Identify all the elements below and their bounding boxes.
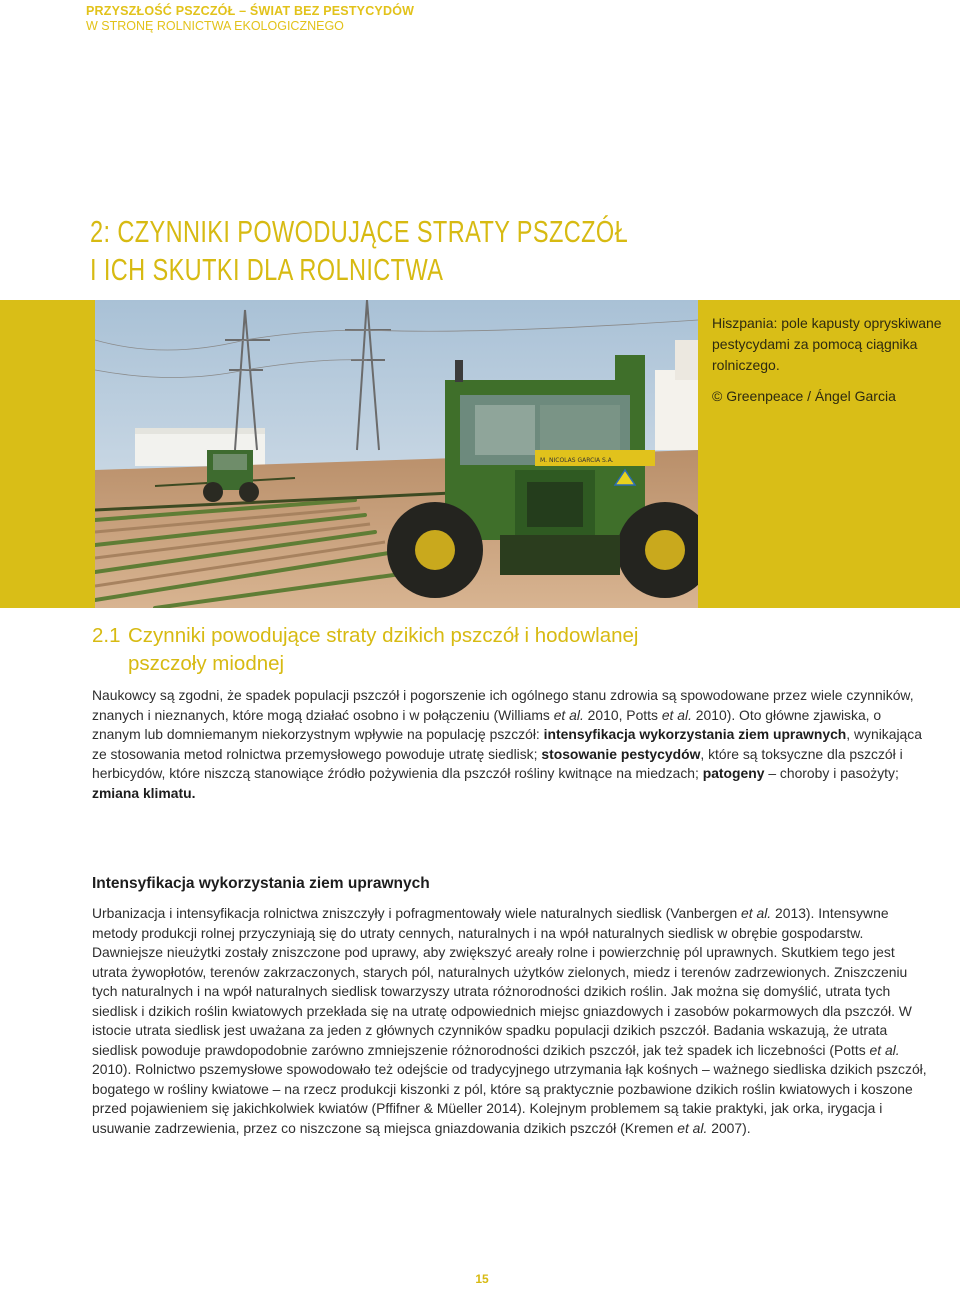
subsection-paragraph	[92, 904, 930, 1139]
subsection-text: Urbanizacja i intensyfikacja rolnictwa zniszczyły i pofragmentowały wiele naturalnych siedlisk (Vanbergen	[92, 905, 742, 921]
running-header	[86, 4, 414, 34]
caption-text: Hiszpania: pole kapusty opryskiwane pestycydami za pomocą ciągnika rolniczego.	[712, 315, 942, 373]
photo-caption	[712, 313, 942, 407]
photo-credit: © Greenpeace / Ángel Garcia	[712, 388, 896, 404]
chapter-title-line-2: I ICH SKUTKI DLA ROLNICTWA	[90, 252, 444, 287]
intro-text: , które są toksyczne dla pszczół i herbicydów, które niszczą stanowiące źródło pożywienia dla pszczół rośliny kwitnące na miedzach;	[92, 745, 903, 782]
emphasis-pesticides: stosowanie pestycydów	[541, 745, 701, 762]
subsection-heading: Intensyfikacja wykorzystania ziem uprawnych	[92, 875, 430, 892]
citation-et-al: et al.	[869, 1041, 900, 1058]
running-header-subtitle: W STRONĘ ROLNICTWA EKOLOGICZNEGO	[86, 19, 344, 33]
intro-text: 2010, Potts	[583, 706, 662, 723]
intro-text: Naukowcy są zgodni, że spadek populacji pszczół i pogorszenie ich ogólnego stanu zdrowia są spowodowane przez wiele czynników, znanych i nieznanych, które mogą działać osobno i w połączeniu (Williams	[92, 687, 914, 723]
section-number: 2.1	[92, 624, 121, 647]
subsection-text: 2007).	[707, 1120, 751, 1137]
chapter-title-line-1: 2: CZYNNIKI POWODUJĄCE STRATY PSZCZÓŁ	[90, 214, 629, 249]
citation-et-al: et al.	[661, 706, 692, 723]
page-number: 15	[475, 1272, 489, 1286]
intro-paragraph	[92, 686, 930, 803]
section-title-line-1: Czynniki powodujące straty dzikich pszczół i hodowlanej	[128, 624, 639, 647]
subsection-text: 2010). Rolnictwo pszemysłowe spowodowało też odejście od tradycyjnego utrzymania łąk kośnych – ważnego siedliska dzikich pszczół, bogatego w rośliny kwiatowe – na rzecz produkcji kiszonki z pól, które są praktycznie pozbawione dzikich roślin kwiatowych i koszone przed pojawieniem się jakichkolwiek kwiatów (Pffifner & Müeller 2014). Kolejnym problemem są takie praktyki, jak orka, irygacja i usuwanie zadrzewienia, przez co niszczone są miejsca gniazdowania dzikich pszczół (Kremen	[92, 1061, 927, 1137]
subsection-text: 2013). Intensywne metody produkcji rolnej przyczyniają się do utraty cennych, naturalnych i na wpół naturalnych siedlisk w obrębie gospodarstw. Dawniejsze nieużytki zostały zniszczone pod uprawy, aby zwiększyć areały rolne i powierzchnię pól uprawnych. Skutkiem tego jest utrata żywopłotów, terenów zakrzaczonych, starych pól, naturalnych użytków zielonych, miedz i terenów zadrzewionych. Zniszczeniu tych naturalnych i na wpół naturalnych siedlisk towarzyszy utrata różnorodności dzikich roślin. Jak można się domyślić, utrata tych siedlisk i dzikich roślin kwiatowych przekłada się na utratę odpowiednich miejsc gniazdowych i zasobów pokarmowych dla pszczół. W istocie utrata siedlisk jest uważana za jeden z głównych czynników spadku populacji dzikich pszczół. Badania wskazują, że utrata siedlisk powoduje prawdopodobnie zarówno zmniejszenie różnorodności dzikich pszczół, jak też spadek ich liczebności (Potts	[92, 905, 912, 1058]
citation-et-al: et al.	[553, 706, 584, 723]
section-heading	[92, 622, 912, 678]
section-title-line-2: pszczoły miodnej	[128, 652, 285, 675]
emphasis-climate-change: zmiana klimatu.	[92, 784, 196, 801]
tractor-spraying-photo	[95, 300, 698, 608]
tractor-sign-text: M. NICOLAS GARCIA S.A.	[540, 457, 614, 464]
intro-text: , wynikająca ze stosowania metod rolnictwa przemysłowego powoduje utratę siedlisk;	[92, 726, 922, 762]
emphasis-land-use: intensyfikacja wykorzystania ziem uprawnych	[543, 726, 847, 743]
chapter-title	[90, 213, 628, 289]
citation-et-al: et al.	[677, 1120, 708, 1137]
emphasis-pathogens: patogeny	[702, 765, 765, 782]
intro-text: – choroby i pasożyty;	[764, 765, 899, 782]
citation-et-al: et al.	[741, 905, 772, 921]
running-header-title: PRZYSZŁOŚĆ PSZCZÓŁ – ŚWIAT BEZ PESTYCYDÓW	[86, 4, 415, 18]
intro-text: 2010). Oto główne zjawiska, o znanym lub domniemanym niekorzystnym wpływie na populację pszczół:	[92, 706, 882, 743]
